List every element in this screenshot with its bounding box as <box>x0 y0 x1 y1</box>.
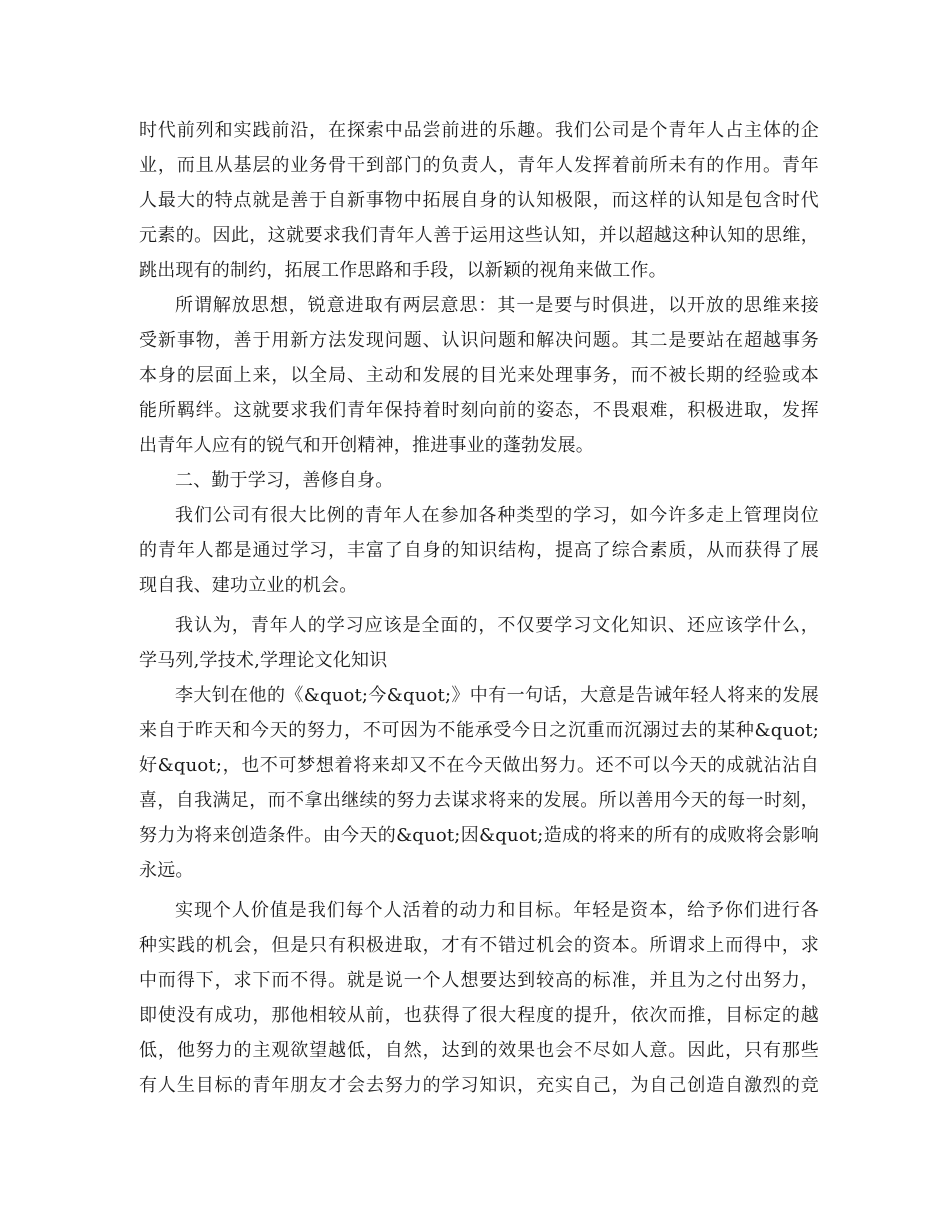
text-line: 所谓解放思想，锐意进取有两层意思：其一是要与时俱进，以开放的思维来接 <box>175 295 819 316</box>
text-line: 能所羁绊。这就要求我们青年保持着时刻向前的姿态，不畏艰难，积极进取，发挥 <box>139 400 819 421</box>
text-line: 人最大的特点就是善于自新事物中拓展自身的认知极限，而这样的认知是包含时代 <box>139 190 819 211</box>
text-line: 我认为，青年人的学习应该是全面的，不仅要学习文化知识、还应该学什么， <box>175 615 819 636</box>
text-line: 我们公司有很大比例的青年人在参加各种类型的学习，如今许多走上管理岗位 <box>175 505 819 526</box>
text-line: 即使没有成功，那他相较从前，也获得了很大程度的提升，依次而推，目标定的越 <box>139 1005 819 1026</box>
text-line: 的青年人都是通过学习，丰富了自身的知识结构，提高了综合素质，从而获得了展 <box>139 540 819 561</box>
text-line: 跳出现有的制约，拓展工作思路和手段，以新颖的视角来做工作。 <box>139 260 667 281</box>
text-line: 中而得下，求下而不得。就是说一个人想要达到较高的标准，并且为之付出努力， <box>139 970 819 991</box>
text-line: 学马列,学技术,学理论文化知识 <box>139 650 388 671</box>
text-line: 努力为将来创造条件。由今天的&quot;因&quot;造成的将来的所有的成败将会影响 <box>139 825 819 846</box>
text-line: 业，而且从基层的业务骨干到部门的负责人，青年人发挥着前所未有的作用。青年 <box>139 155 819 176</box>
text-line: 喜，自我满足，而不拿出继续的努力去谋求将来的发展。所以善用今天的每一时刻， <box>139 790 819 811</box>
text-line: 出青年人应有的锐气和开创精神，推进事业的蓬勃发展。 <box>139 435 594 456</box>
text-line: 低，他努力的主观欲望越低，自然，达到的效果也会不尽如人意。因此，只有那些 <box>139 1040 819 1061</box>
text-line: 种实践的机会，但是只有积极进取，才有不错过机会的资本。所谓求上而得中，求 <box>139 935 819 956</box>
text-line: 受新事物，善于用新方法发现问题、认识问题和解决问题。其二是要站在超越事务 <box>139 330 819 351</box>
text-line: 元素的。因此，这就要求我们青年人善于运用这些认知，并以超越这种认知的思维， <box>139 225 819 246</box>
text-line: 本身的层面上来，以全局、主动和发展的目光来处理事务，而不被长期的经验或本 <box>139 365 819 386</box>
text-line: 好&quot;，也不可梦想着将来却又不在今天做出努力。还不可以今天的成就沾沾自 <box>139 755 819 776</box>
text-line: 现自我、建功立业的机会。 <box>139 575 358 596</box>
text-line: 实现个人价值是我们每个人活着的动力和目标。年轻是资本，给予你们进行各 <box>175 900 819 921</box>
text-line: 永远。 <box>139 860 194 881</box>
text-line: 李大钊在他的《&quot;今&quot;》中有一句话，大意是告诫年轻人将来的发展 <box>175 685 819 706</box>
text-line: 时代前列和实践前沿，在探索中品尝前进的乐趣。我们公司是个青年人占主体的企 <box>139 120 819 141</box>
section-heading: 二、勤于学习，善修自身。 <box>175 470 394 491</box>
text-line: 来自于昨天和今天的努力，不可因为不能承受今日之沉重而沉溺过去的某种&quot; <box>139 720 819 741</box>
text-line: 有人生目标的青年朋友才会去努力的学习知识，充实自己，为自己创造自激烈的竞 <box>139 1075 819 1096</box>
